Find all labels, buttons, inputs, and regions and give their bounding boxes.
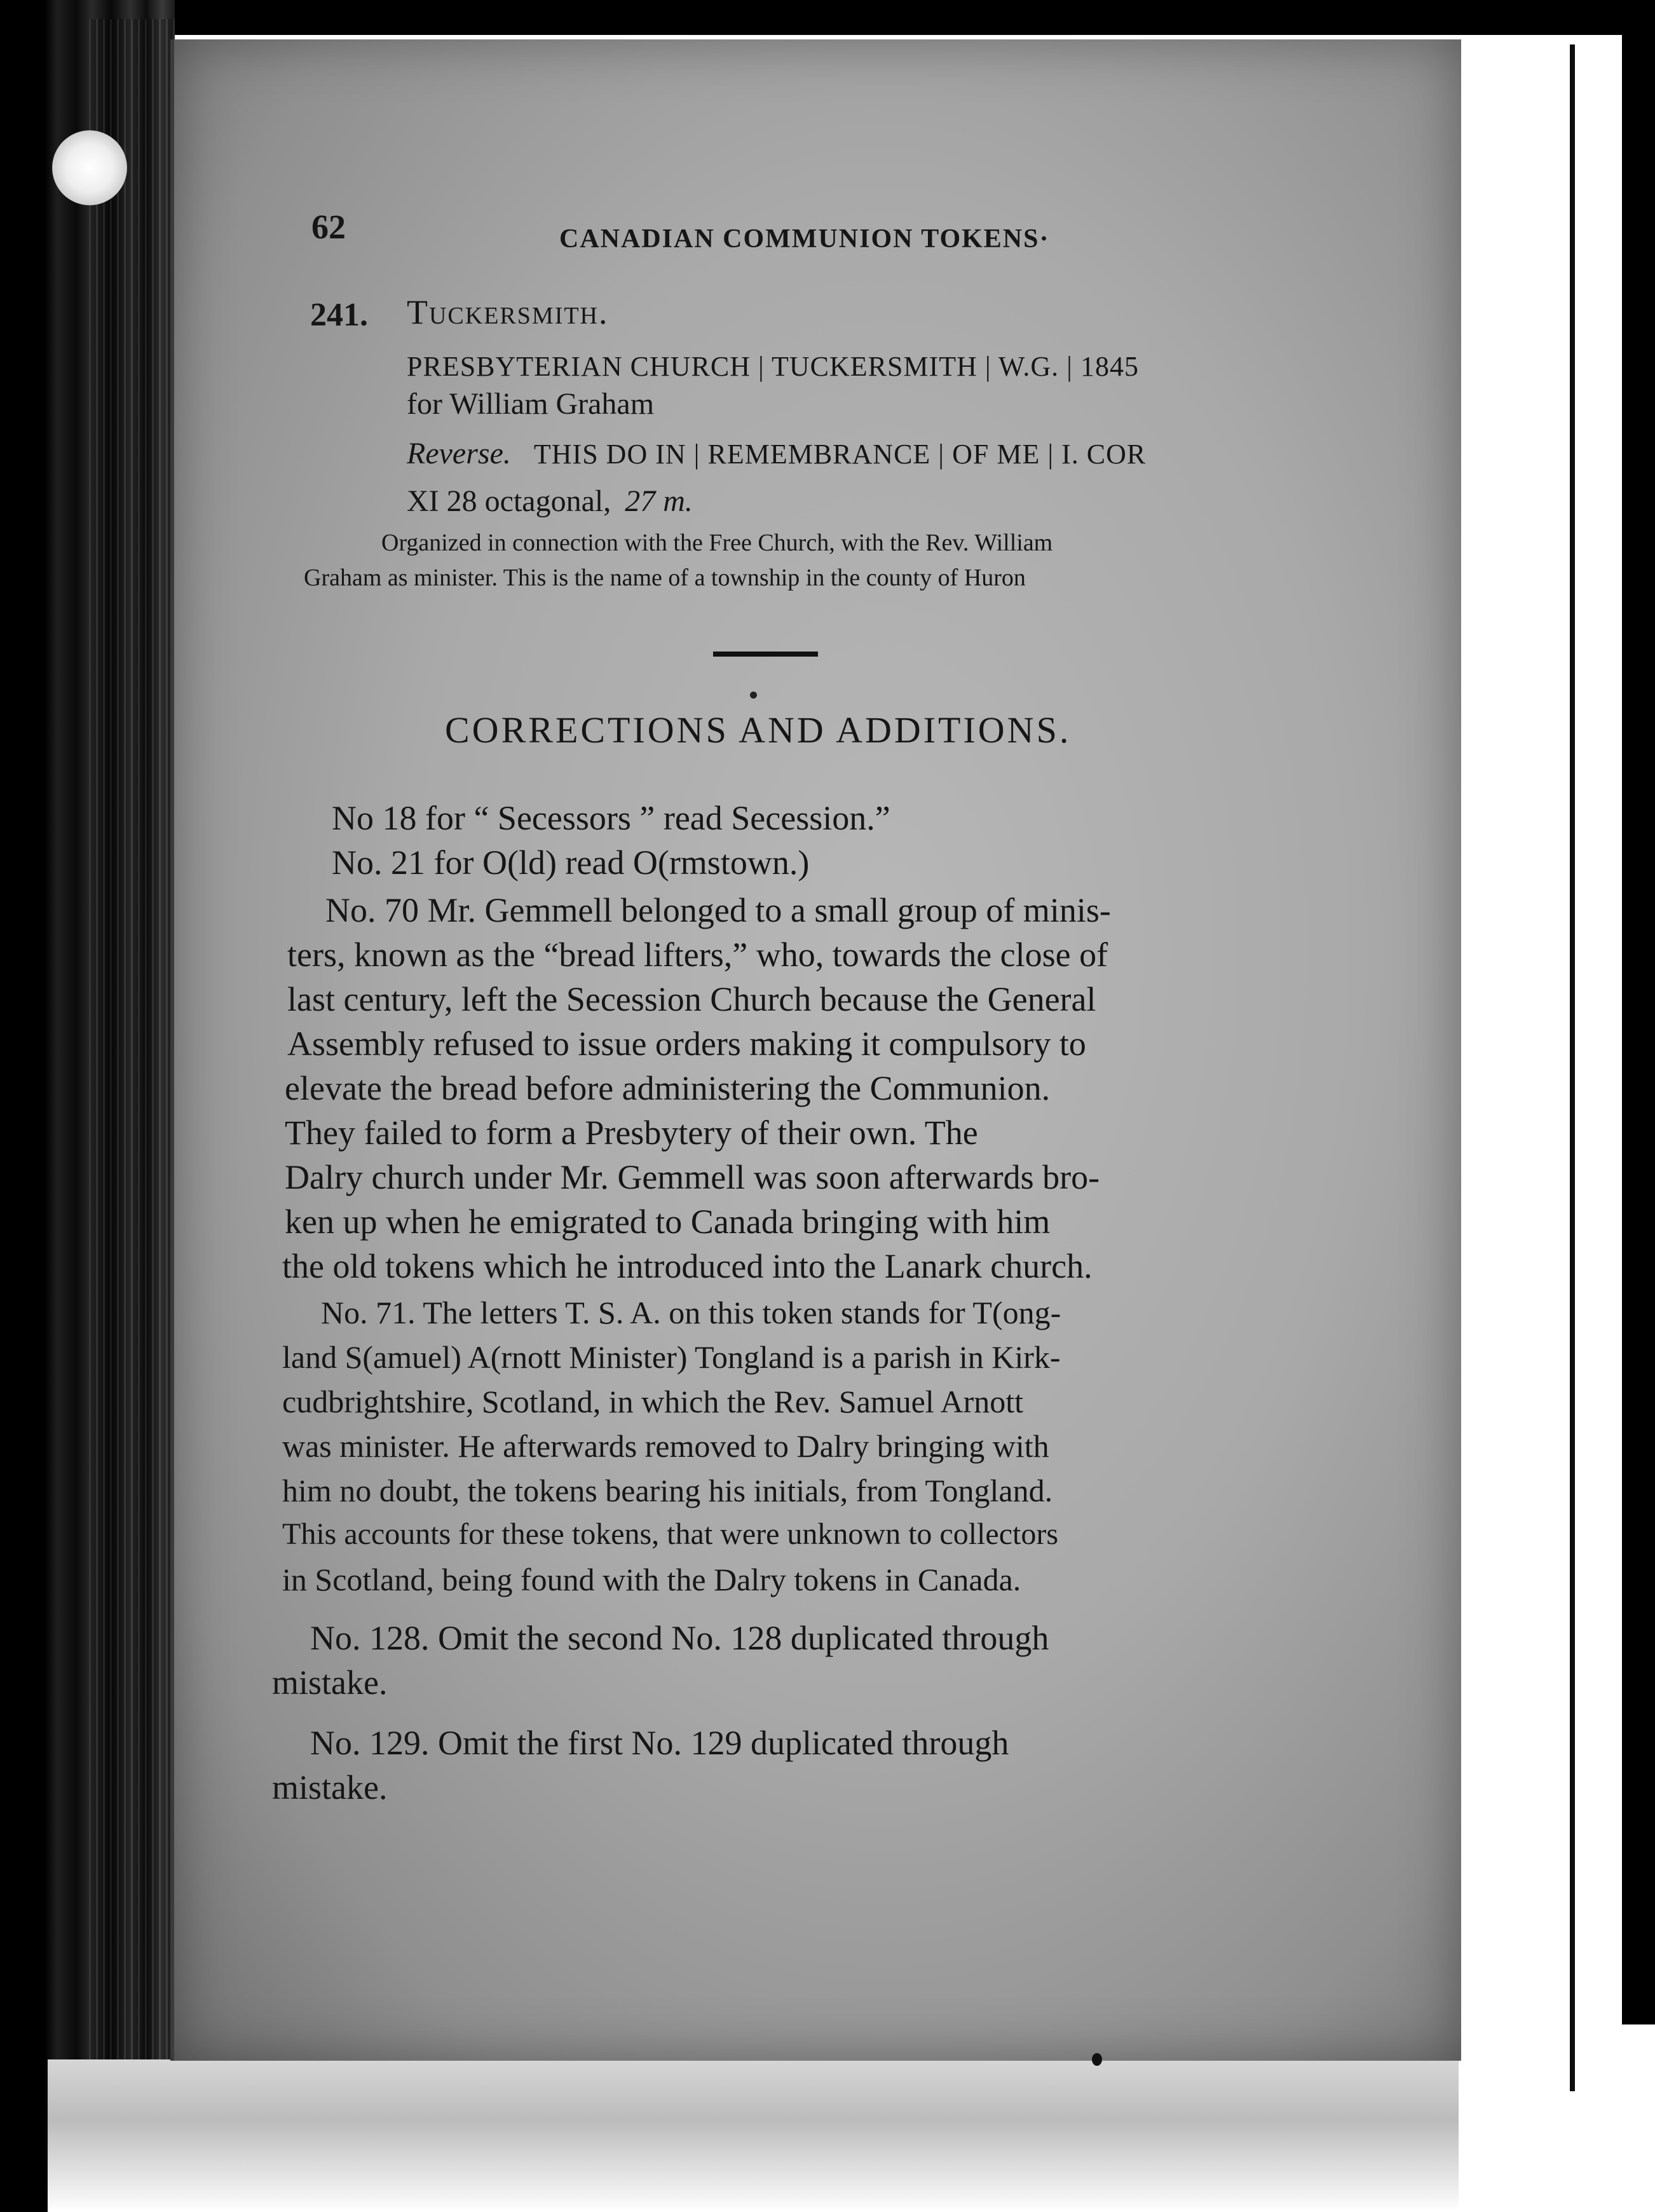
page-stack-lines — [89, 19, 175, 2098]
correction-line: No. 70 Mr. Gemmell belonged to a small group of minis- — [325, 891, 1111, 929]
reverse-label: Reverse. — [407, 437, 511, 470]
correction-line: elevate the bread before administering the Communion. — [285, 1069, 1051, 1107]
correction-line: in Scotland, being found with the Dalry tokens in Canada. — [282, 1562, 1021, 1597]
reverse-inscription: THIS DO IN | REMEMBRANCE | OF ME | I. COR — [533, 439, 1147, 470]
paper-blemish — [52, 130, 127, 205]
scan-border-top — [0, 0, 1655, 35]
correction-line: This accounts for these tokens, that were unknown to collectors — [282, 1517, 1058, 1551]
reverse-shape: XI 28 octagonal, — [407, 484, 611, 518]
page-bottom-margin — [48, 2059, 1459, 2212]
reverse-line — [407, 439, 1146, 469]
ink-spot — [1092, 2053, 1102, 2066]
correction-line: No. 71. The letters T. S. A. on this token stands for T(ong- — [321, 1295, 1061, 1330]
correction-line: him no doubt, the tokens bearing his initials, from Tongland. — [282, 1473, 1053, 1508]
correction-line: Dalry church under Mr. Gemmell was soon afterwards bro- — [285, 1158, 1100, 1196]
correction-line: the old tokens which he introduced into the Lanark church. — [282, 1247, 1093, 1285]
scan-border-right — [1622, 35, 1655, 2024]
page-number: 62 — [311, 208, 346, 246]
correction-line: Assembly refused to issue orders making it compulsory to — [287, 1025, 1086, 1063]
ink-speck — [750, 692, 757, 699]
token-size: 27 m. — [625, 484, 693, 518]
correction-line: They failed to form a Presbytery of their own. The — [285, 1114, 978, 1152]
section-divider-rule — [713, 652, 818, 657]
section-heading: CORRECTIONS AND ADDITIONS. — [445, 709, 1072, 751]
entry-note-line-1: Organized in connection with the Free Church, with the Rev. William — [381, 529, 1053, 556]
correction-line: ken up when he emigrated to Canada bringing with him — [285, 1203, 1051, 1241]
obverse-attribution: for William Graham — [407, 387, 655, 421]
obverse-inscription: PRESBYTERIAN CHURCH | TUCKERSMITH | W.G. | 1845 — [407, 351, 1139, 382]
entry-title: Tuckersmith. — [407, 293, 609, 331]
running-head: CANADIAN COMMUNION TOKENS· — [559, 224, 1050, 254]
correction-line: No. 129. Omit the first No. 129 duplicated through — [310, 1724, 1009, 1762]
correction-line: last century, left the Secession Church because the General — [287, 980, 1096, 1018]
entry-number: 241. — [310, 297, 368, 333]
correction-line: No. 128. Omit the second No. 128 duplicated through — [310, 1619, 1049, 1657]
correction-line: No 18 for “ Secessors ” read Secession.” — [332, 799, 890, 837]
correction-line: ters, known as the “bread lifters,” who, towards the close of — [287, 936, 1108, 974]
correction-line: land S(amuel) A(rnott Minister) Tongland is a parish in Kirk- — [282, 1339, 1061, 1375]
correction-line: cudbrightshire, Scotland, in which the Rev. Samuel Arnott — [282, 1384, 1024, 1419]
correction-line: was minister. He afterwards removed to Dalry bringing with — [282, 1428, 1049, 1464]
correction-line: mistake. — [272, 1663, 388, 1702]
reverse-description — [407, 486, 693, 517]
correction-line: No. 21 for O(ld) read O(rmstown.) — [332, 843, 810, 882]
facing-page-edge — [1570, 44, 1575, 2091]
correction-line: mistake. — [272, 1768, 388, 1806]
entry-note-line-2: Graham as minister. This is the name of a township in the county of Huron — [304, 564, 1026, 591]
